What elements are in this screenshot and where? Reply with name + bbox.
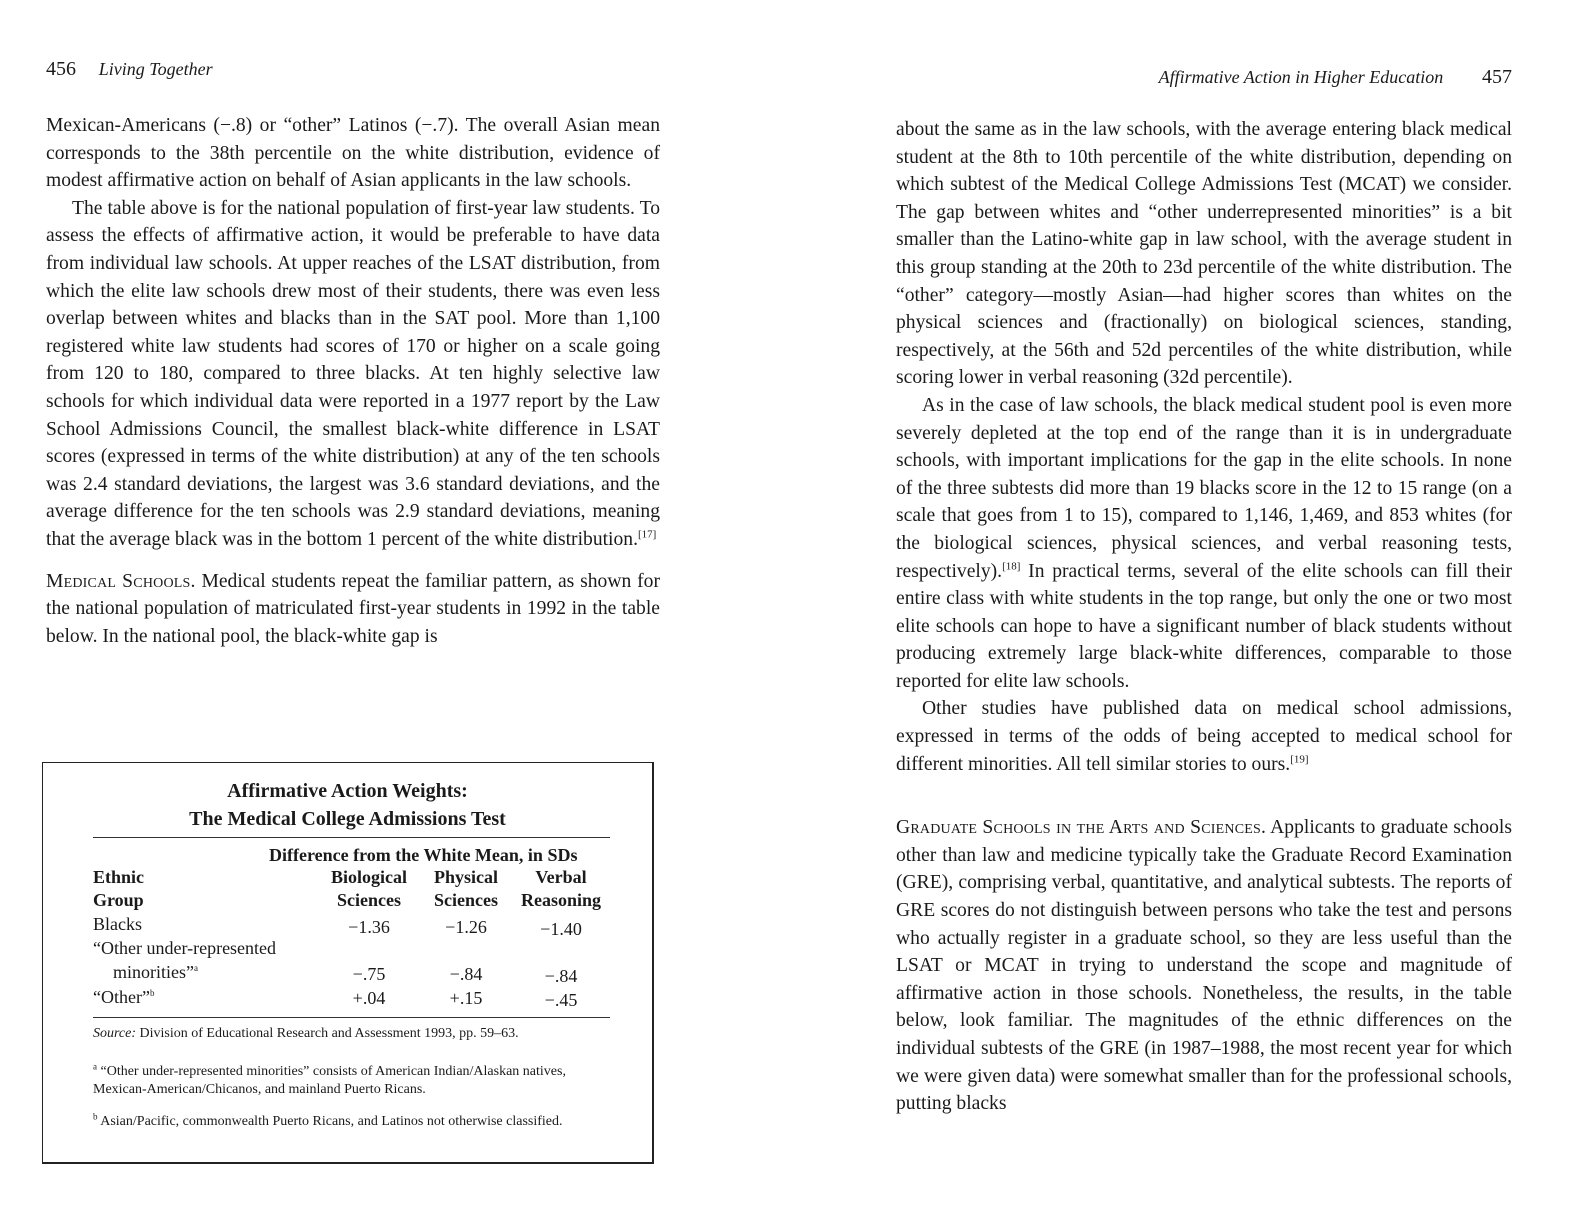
right-paragraph-2a-text: As in the case of law schools, the black medical student pool is even more severely depleted at the top end of the range than it is in undergraduate schools, with important implications for the gap in the elite schools. In none of the three subtests did more than 19 blacks score in the 12 to 15 range (on a scale that goes from 1 to 15), compared to 1,146, 1,469, and 853 whites (for the biological sciences, physical sciences, and verbal reasoning tests, respectively). bbox=[896, 394, 1512, 582]
endnote-ref-18[interactable]: [18] bbox=[1002, 559, 1021, 572]
left-body-text bbox=[46, 112, 660, 650]
row-urm-group-line-1: “Other under-represented bbox=[93, 938, 277, 958]
header-phys-sciences: Sciences bbox=[434, 890, 498, 910]
header-biological: Biological bbox=[331, 867, 407, 887]
header-verbal: Verbal bbox=[535, 867, 587, 887]
row-blacks-group: Blacks bbox=[93, 914, 142, 934]
table-source-label: Source: bbox=[93, 1026, 137, 1041]
header-bio-sciences: Sciences bbox=[337, 890, 401, 910]
header-physical: Physical bbox=[433, 867, 498, 887]
right-paragraph-3 bbox=[896, 695, 1512, 778]
section-heading-medical-schools: Medical Schools. bbox=[46, 570, 196, 592]
row-blacks-verbal: −1.40 bbox=[540, 919, 582, 939]
row-urm-bio: −.75 bbox=[352, 964, 386, 984]
mcat-table-box bbox=[42, 762, 654, 1164]
row-blacks-phys: −1.26 bbox=[445, 917, 487, 937]
table-column-group-header: Difference from the White Mean, in SDs bbox=[269, 845, 578, 865]
header-ethnic: Ethnic bbox=[93, 867, 145, 887]
header-group: Group bbox=[93, 890, 144, 910]
row-urm-group-text: minorities” bbox=[113, 962, 194, 982]
table-source bbox=[93, 1025, 612, 1043]
left-paragraph-3-text: Medical students repeat the familiar pattern, as shown for the national population of matriculated first-year students in 1992 in the table below. In the national pool, the black-white gap is bbox=[46, 570, 660, 647]
table-footnote-b bbox=[93, 1113, 612, 1131]
table-title bbox=[43, 777, 652, 833]
row-other-group bbox=[93, 987, 154, 1008]
left-page-header bbox=[46, 58, 213, 81]
row-other-verbal: −.45 bbox=[544, 990, 578, 1010]
left-page-number: 456 bbox=[46, 58, 76, 80]
right-paragraph-4 bbox=[896, 814, 1512, 1118]
row-urm-verbal: −.84 bbox=[544, 966, 578, 986]
section-heading-graduate-schools: Graduate Schools in the Arts and Sciences. bbox=[896, 817, 1267, 839]
right-running-title: Affirmative Action in Higher Education bbox=[1158, 67, 1444, 87]
right-body-text bbox=[896, 116, 1512, 1118]
left-paragraph-2 bbox=[46, 195, 660, 554]
row-urm-group-line-2 bbox=[113, 962, 198, 983]
footnote-a-mark: a bbox=[93, 1061, 97, 1072]
left-paragraph-2-text: The table above is for the national population of first-year law students. To assess the effects of affirmative action, it would be preferable to have data from individual law schools. At upper reaches of the LSAT distribution, from which the elite law schools drew most of their students, there was even less overlap between whites and blacks than in the SAT pool. More than 1,100 registered white law students had scores of 170 or higher on a scale going from 120 to 180, compared to three blacks. At ten highly selective law schools for which individual data were reported in a 1977 report by the Law School Admissions Council, the smallest black-white difference in LSAT scores (expressed in terms of the white distribution) at any of the ten schools was 2.4 standard deviations, the largest was 3.6 standard deviations, and the average difference for the ten schools was 2.9 standard deviations, meaning that the average black was in the bottom 1 percent of the white distribution. bbox=[46, 197, 660, 550]
footnote-b-mark: b bbox=[93, 1111, 98, 1122]
header-reasoning: Reasoning bbox=[520, 890, 601, 910]
row-other-footnote-mark: b bbox=[149, 988, 155, 998]
left-running-title: Living Together bbox=[98, 59, 213, 79]
table-source-text: Division of Educational Research and Assessment 1993, pp. 59–63. bbox=[139, 1026, 519, 1041]
right-paragraph-4-text: Applicants to graduate schools other than law and medicine typically take the Graduate Record Examination (GRE), comprising verbal, quantitative, and analytical subtests. The reports of GRE scores do not distinguish between persons who take the test and persons who actually register in a graduate school, so they are less useful than the LSAT or MCAT in trying to understand the scope and magnitude of affirmative action in those schools. Nonetheless, the results, in the table below, look familiar. The magnitudes of the ethnic differences on the individual subtests of the GRE (in 1987–1988, the most recent year for which we were given data) were somewhat smaller than for the professional schools, putting blacks bbox=[896, 817, 1512, 1115]
table-top-rule bbox=[93, 837, 610, 838]
row-blacks-bio: −1.36 bbox=[348, 917, 390, 937]
row-urm-phys: −.84 bbox=[449, 964, 483, 984]
right-page-number: 457 bbox=[1482, 66, 1512, 88]
right-page bbox=[860, 0, 1582, 1220]
right-page-header bbox=[1159, 66, 1512, 89]
footnote-b-text: Asian/Pacific, commonwealth Puerto Ricans, and Latinos not otherwise classified. bbox=[100, 1114, 563, 1129]
left-page bbox=[0, 0, 700, 1220]
table-title-line-1: Affirmative Action Weights: bbox=[227, 780, 468, 802]
table-footnote-a bbox=[93, 1063, 612, 1099]
row-other-bio: +.04 bbox=[352, 988, 386, 1008]
right-paragraph-2 bbox=[896, 392, 1512, 696]
endnote-ref-19[interactable]: [19] bbox=[1290, 753, 1309, 766]
table-title-line-2: The Medical College Admissions Test bbox=[189, 808, 506, 830]
left-paragraph-1: Mexican-Americans (−.8) or “other” Latinos (−.7). The overall Asian mean corresponds to the 38th percentile on the white distribution, evidence of modest affirmative action on behalf of Asian applicants in the law schools. bbox=[46, 115, 660, 192]
row-urm-footnote-mark: a bbox=[193, 963, 198, 973]
row-other-group-text: “Other” bbox=[93, 987, 150, 1007]
table-bottom-rule bbox=[93, 1017, 610, 1018]
right-paragraph-1: about the same as in the law schools, with the average entering black medical student at the 8th to 10th percentile of the white distribution, depending on which subtest of the Medical College Admissions Test (MCAT) we consider. The gap between whites and “other underrepresented minorities” is a bit smaller than the Latino-white gap in law school, with the average student in this group standing at the 20th to 23d percentile of the white distribution. The “other” category—mostly Asian—had higher scores than whites on the physical sciences and (fractionally) on biological sciences, standing, respectively, at the 56th and 52d percentiles of the white distribution, while scoring lower in verbal reasoning (32d percentile). bbox=[896, 119, 1512, 389]
footnote-a-text: “Other under-represented minorities” consists of American Indian/Alaskan natives, Mexican-American/Chicanos, and mainland Puerto Ricans. bbox=[93, 1064, 566, 1097]
endnote-ref-17[interactable]: [17] bbox=[638, 528, 657, 541]
left-paragraph-3 bbox=[46, 568, 660, 651]
row-other-phys: +.15 bbox=[449, 988, 483, 1008]
right-paragraph-2b-text: In practical terms, several of the elite schools can fill their entire class with white students in the top range, but only the one or two most elite schools can hope to have a significant number of black students without producing extremely large black-white differences, comparable to those reported for elite law schools. bbox=[896, 560, 1512, 692]
right-paragraph-3-text: Other studies have published data on medical school admissions, expressed in terms of the odds of being accepted to medical school for different minorities. All tell similar stories to ours. bbox=[896, 698, 1512, 775]
